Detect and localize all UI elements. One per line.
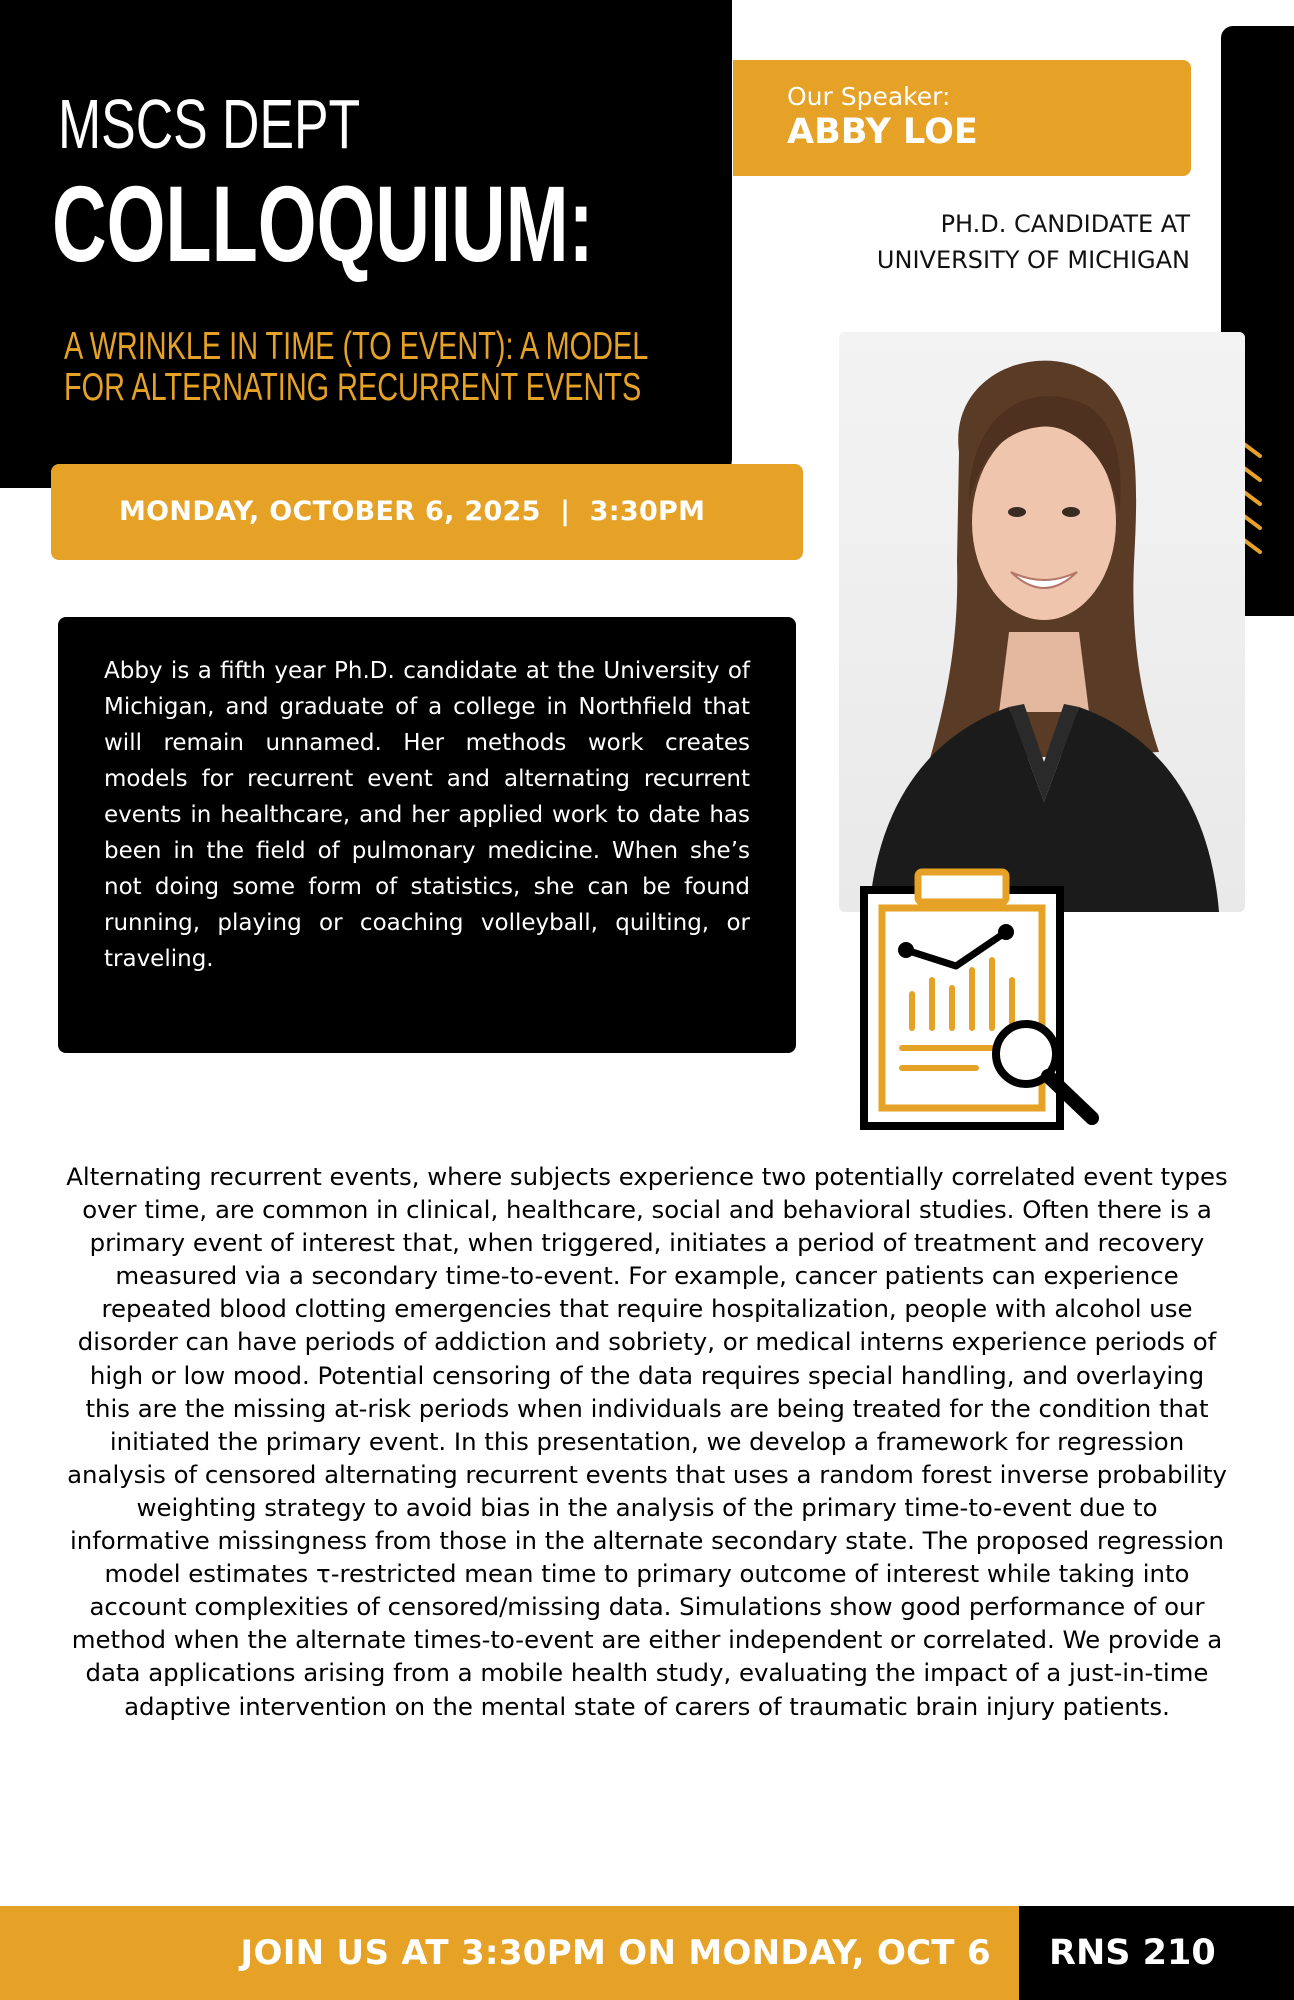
footer-join-text: JOIN US AT 3:30PM ON MONDAY, OCT 6: [240, 1933, 991, 1973]
affiliation-line-1: PH.D. CANDIDATE AT: [940, 210, 1190, 238]
dept-name: MSCS DEPT: [58, 85, 361, 163]
speaker-label: Our Speaker:: [787, 82, 951, 111]
bio-box: [58, 617, 796, 1053]
event-datetime: MONDAY, OCTOBER 6, 2025 | 3:30PM: [119, 496, 706, 527]
footer-room-bar: [1019, 1906, 1294, 2000]
talk-title-line-1: A WRINKLE IN TIME (TO EVENT): A MODEL: [64, 325, 649, 368]
speaker-bio: Abby is a fifth year Ph.D. candidate at the University of Michigan, and graduate of a college in Northfield that will remain unnamed. Her methods work creates models for recurrent event and alternating recurrent events in healthcare, and her applied work to date has been in the field of pulmonary medicine. When she’s not doing some form of statistics, she can be found running, playing or coaching volleyball, quilting, or traveling.: [104, 658, 750, 972]
talk-title: [64, 326, 730, 408]
footer-room-text: RNS 210: [1049, 1933, 1216, 1973]
talk-title-line-2: FOR ALTERNATING RECURRENT EVENTS: [64, 366, 642, 409]
header-block: [0, 0, 732, 488]
colloquium-title: COLLOQUIUM:: [52, 163, 594, 284]
speaker-affiliation: [877, 206, 1190, 278]
speaker-photo: [839, 332, 1245, 912]
speaker-box: [733, 60, 1191, 176]
clipboard-chart-icon: [856, 868, 1106, 1134]
abstract-text: Alternating recurrent events, where subjects experience two potentially correlated event types over time, are common in clinical, healthcare, social and behavioral studies. Often there is a primary event of interest that, when triggered, initiates a period of treatment and recovery measured via a secondary time-to-event. For example, cancer patients can experience repeated blood clotting emergencies that require hospitalization, people with alcohol use disorder can have periods of addiction and sobriety, or medical interns experience periods of high or low mood. Potential censoring of the data requires special handling, and overlaying this are the missing at-risk periods when individuals are being treated for the condition that initiated the primary event. In this presentation, we develop a framework for regression analysis of censored alternating recurrent events that uses a random forest inverse probability weighting strategy to avoid bias in the analysis of the primary time-to-event due to informative missingness from those in the alternate secondary state. The proposed regression model estimates τ-restricted mean time to primary outcome of interest while taking into account complexities of censored/missing data. Simulations show good performance of our method when the alternate times-to-event are either independent or correlated. We provide a data applications arising from a mobile health study, evaluating the impact of a just-in-time adaptive intervention on the mental state of carers of traumatic brain injury patients.: [66, 1162, 1228, 1721]
affiliation-line-2: UNIVERSITY OF MICHIGAN: [876, 246, 1190, 274]
date-bar: [51, 464, 803, 560]
footer-join-bar: [0, 1906, 1019, 2000]
speaker-portrait: [839, 332, 1245, 912]
speaker-name: ABBY LOE: [787, 112, 978, 152]
